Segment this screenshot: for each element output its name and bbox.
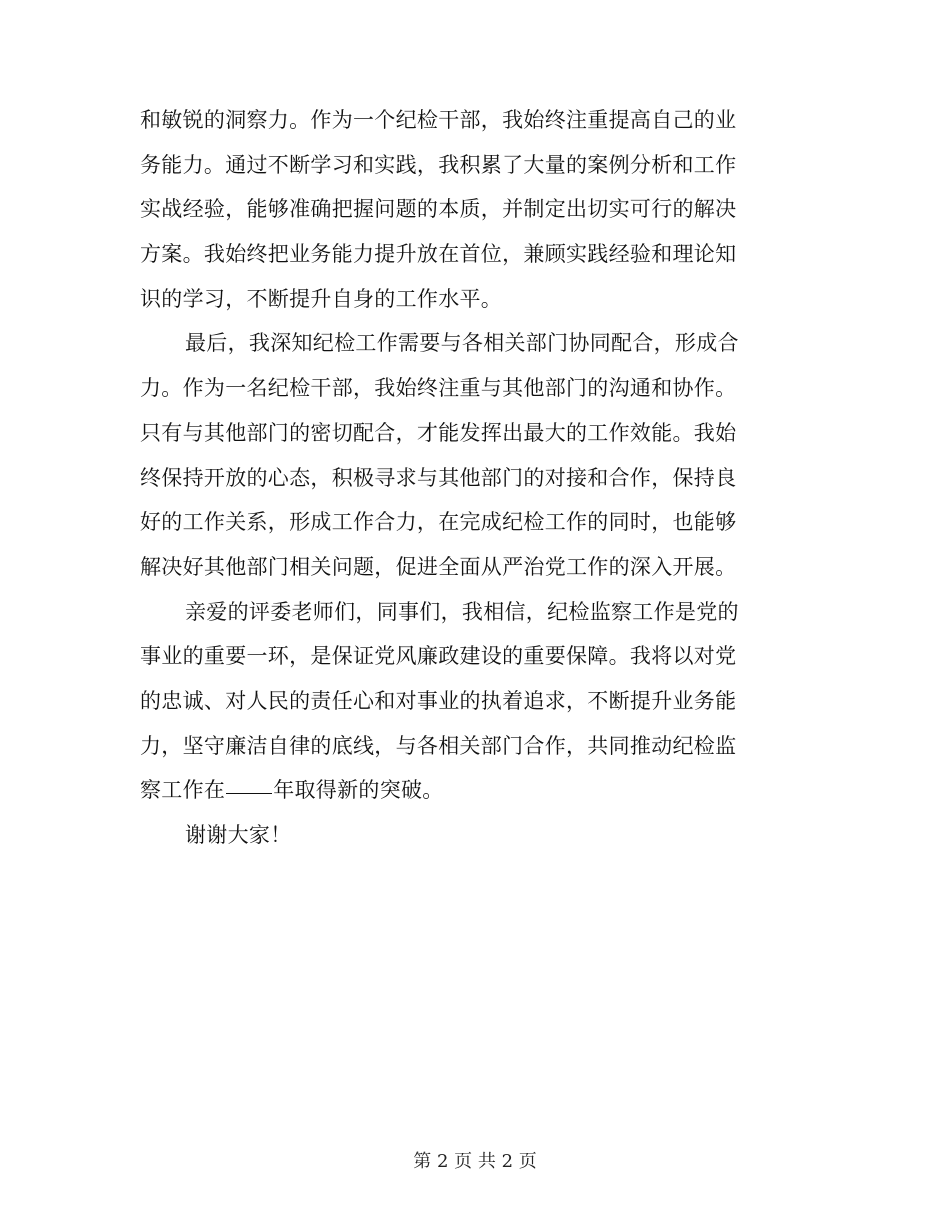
page-number-footer: 第 2 页 共 2 页: [413, 1151, 537, 1172]
text-line: 务能力。通过不断学习和实践，我积累了大量的案例分析和工作: [140, 152, 737, 177]
paragraph-start-line: 最后，我深知纪检工作需要与各相关部门协同配合，形成合: [185, 331, 739, 356]
text-line: 和敏锐的洞察力。作为一个纪检干部，我始终注重提高自己的业: [140, 108, 737, 132]
text-before-blank: 察工作在: [140, 778, 226, 803]
text-line: 识的学习，不断提升自身的工作水平。: [140, 286, 503, 311]
closing-line: 谢谢大家！: [185, 823, 292, 847]
text-line: 的忠诚、对人民的责任心和对事业的执着追求，不断提升业务能: [140, 688, 737, 713]
text-line: 方案。我始终把业务能力提升放在首位，兼顾实践经验和理论知: [140, 242, 737, 267]
document-body: [140, 98, 812, 858]
text-line: 实战经验，能够准确把握问题的本质，并制定出切实可行的解决: [140, 197, 737, 222]
text-line: 只有与其他部门的密切配合，才能发挥出最大的工作效能。我始: [140, 420, 737, 445]
fill-in-blank: [226, 792, 272, 794]
text-line: 好的工作关系，形成工作合力，在完成纪检工作的同时，也能够: [140, 510, 737, 535]
text-after-blank: 年取得新的突破。: [273, 778, 444, 803]
text-line: 力，坚守廉洁自律的底线，与各相关部门合作，共同推动纪检监: [140, 733, 737, 758]
text-line: 力。作为一名纪检干部，我始终注重与其他部门的沟通和协作。: [140, 376, 737, 401]
text-line: 解决好其他部门相关问题，促进全面从严治党工作的深入开展。: [140, 554, 737, 579]
text-line: 终保持开放的心态，积极寻求与其他部门的对接和合作，保持良: [140, 465, 737, 490]
text-line: 事业的重要一环，是保证党风廉政建设的重要保障。我将以对党: [140, 644, 737, 669]
text-line-with-blank: [140, 768, 812, 813]
paragraph-start-line: 亲爱的评委老师们，同事们，我相信，纪检监察工作是党的: [185, 599, 739, 624]
